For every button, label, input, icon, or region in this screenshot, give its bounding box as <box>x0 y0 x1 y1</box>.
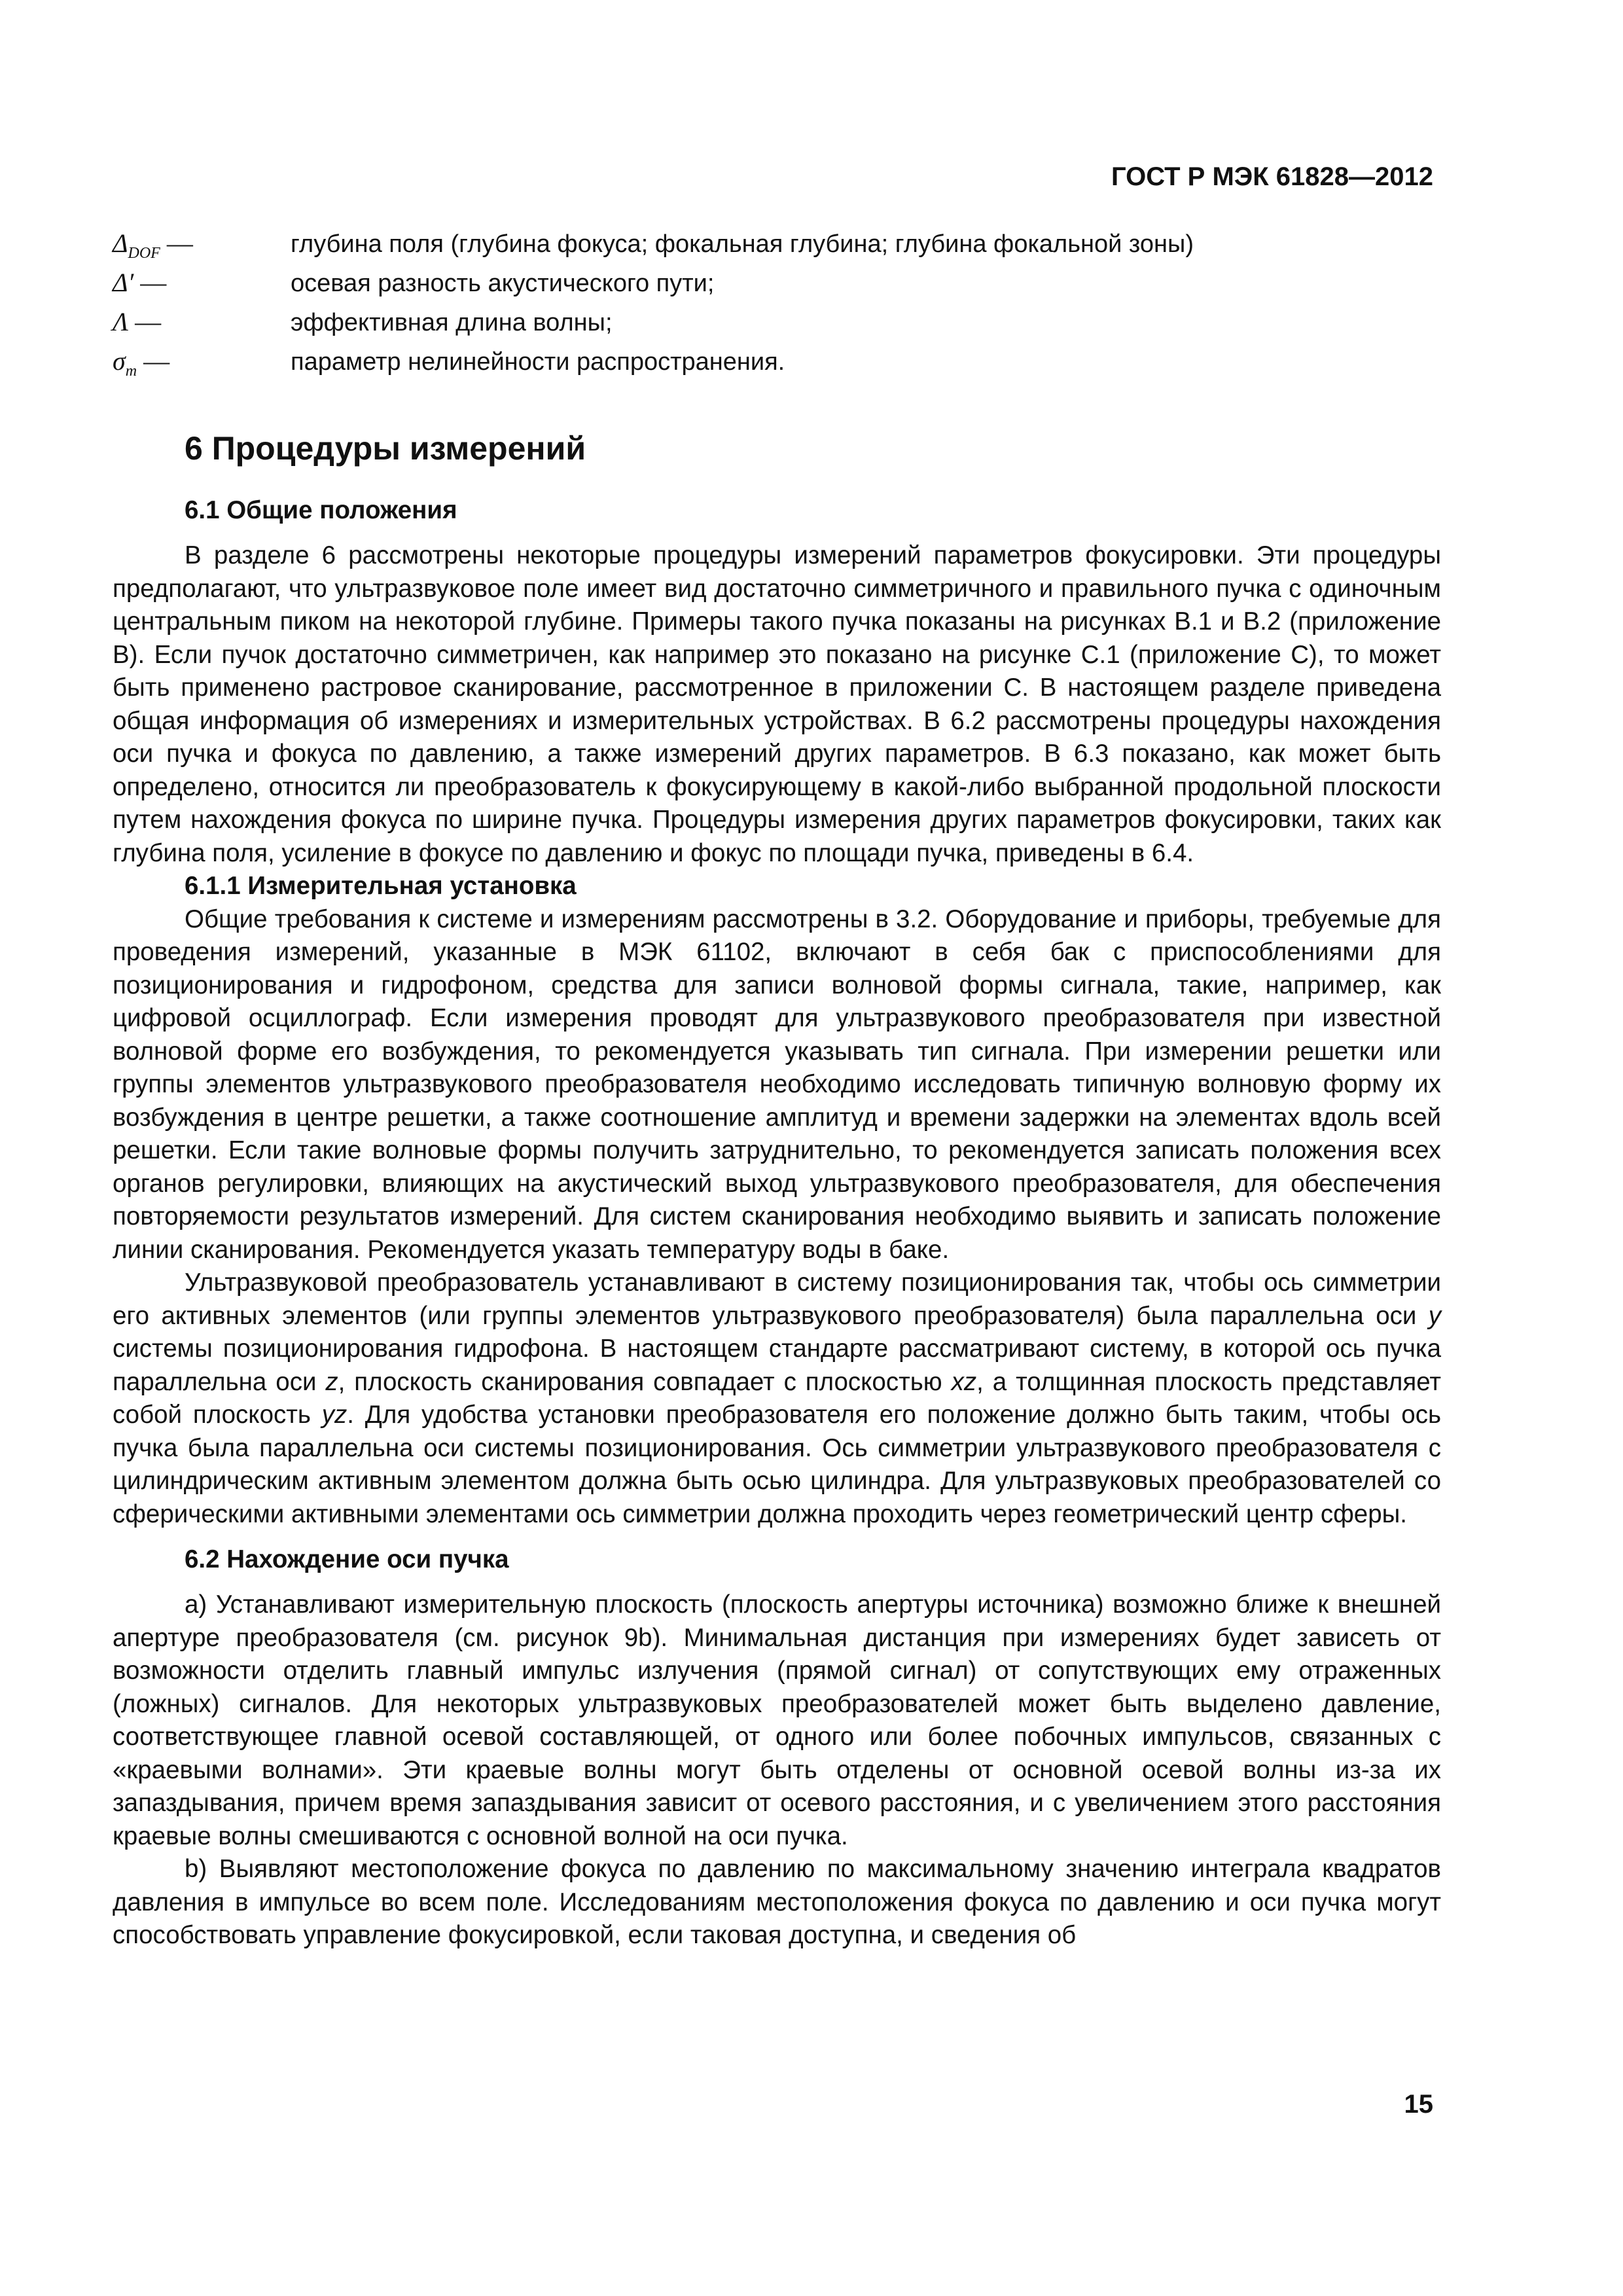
standard-designation: ГОСТ Р МЭК 61828—2012 <box>1111 162 1433 191</box>
symbol-definition: эффективная длина волны; <box>291 309 613 336</box>
paragraph: В разделе 6 рассмотрены некоторые процедуры измерений параметров фокусировки. Эти процедуры предполагают, что ультразвуковое поле имеет вид достаточно симметричного и правильного пучка с одиночным центральным пиком на некоторой глубине. Примеры такого пучка показаны на рисунках В.1 и В.2 (приложение В). Если пучок достаточно симметричен, как например это показано на рисунке С.1 (приложение С), то может быть применено растровое сканирование, рассмотренное в приложении С. В настоящем разделе приведена общая информация об измерениях и измерительных устройствах. В 6.2 рассмотрены процедуры нахождения оси пучка и фокуса по давлению, а также измерений других параметров. В 6.3 показано, как может быть определено, относится ли преобразователь к фокусирующему в какой-либо выбранной продольной плоскости путем нахождения фокуса по ширине пучка. Процедуры измерения других параметров фокусировки, таких как глубина поля, усиление в фокусе по давлению и фокус по площади пучка, приведены в 6.4. <box>113 541 1441 867</box>
symbol-definition: параметр нелинейности распространения. <box>291 348 785 376</box>
symbol-row <box>113 228 1441 267</box>
symbol: $\Delta_{DOF}$ — <box>113 228 193 262</box>
symbol: Δ′ — <box>113 268 167 297</box>
symbol-definition: осевая разность акустического пути; <box>291 270 715 297</box>
page-number: 15 <box>1404 2090 1433 2119</box>
paragraph: b) Выявляют местоположение фокуса по давлению по максимальному значению интеграла квадратов давления в импульсе во всем поле. Исследованиям местоположения фокуса по давлению и оси пучка могут способствовать управление фокусировкой, если таковая доступна, и сведения об <box>113 1855 1441 1949</box>
symbol-definition: глубина поля (глубина фокуса; фокальная глубина; глубина фокальной зоны) <box>291 230 1194 258</box>
symbol-row <box>113 267 1441 306</box>
paragraph: Общие требования к системе и измерениям рассмотрены в 3.2. Оборудование и приборы, требуемые для проведения измерений, указанные в МЭК 61102, включают в себя бак с приспособлениями для позиционирования и гидрофоном, средства для записи волновой формы сигнала, такие, например, как цифровой осциллограф. Если измерения проводят для ультразвукового преобразователя при известной волновой форме его возбуждения, то рекомендуется указывать тип сигнала. При измерении решетки или группы элементов ультразвукового преобразователя необходимо исследовать типичную волновую форму их возбуждения в центре решетки, а также соотношение амплитуд и времени задержки на элементах вдоль всей решетки. Если такие волновые формы получить затруднительно, то рекомендуется записать положения всех органов регулировки, влияющих на акустический выход ультразвукового преобразователя, для обеспечения повторяемости результатов измерений. Для систем сканирования необходимо выявить и записать положение линии сканирования. Рекомендуется указать температуру воды в баке. <box>113 905 1441 1264</box>
paragraph: а) Устанавливают измерительную плоскость (плоскость апертуры источника) возможно ближе к внешней апертуре преобразователя (см. рисунок 9b). Минимальная дистанция при измерениях будет зависеть от возможности отделить главный импульс излучения (прямой сигнал) от сопутствующих ему отраженных (ложных) сигналов. Для некоторых ультразвуковых преобразователей может быть выделено давление, соответствующее главной осевой составляющей, от одного или более побочных импульсов, связанных с «краевыми волнами». Эти краевые волны могут быть отделены от основной осевой волны из-за их запаздывания, причем время запаздывания зависит от осевого расстояния, и с увеличением этого расстояния краевые волны смешиваются с основной волной на оси пучка. <box>113 1590 1441 1850</box>
symbol: $\sigma_m$ — <box>113 346 170 380</box>
symbol-row <box>113 346 1441 385</box>
symbol-list <box>113 228 1441 385</box>
subsection-title: 6.2 Нахождение оси пучка <box>185 1545 509 1573</box>
main-content <box>113 425 1441 1952</box>
symbol-row <box>113 306 1441 346</box>
symbol: Λ — <box>113 307 162 336</box>
paragraph: Ультразвуковой преобразователь устанавливают в систему позиционирования так, чтобы ось симметрии его активных элементов (или группы элементов ультразвукового преобразователя) была параллельна оси y системы позиционирования гидрофона. В настоящем стандарте рассматривают систему, в которой ось пучка параллельна оси z, плоскость сканирования совпадает с плоскостью xz, а толщинная плоскость представляет собой плоскость yz. Для удобства установки преобразователя его положение должно быть таким, чтобы ось пучка была параллельна оси системы позиционирования. Ось симметрии ультразвукового преобразователя с цилиндрическим активным элементом должна быть осью цилиндра. Для ультразвуковых преобразователей со сферическими активными элементами ось симметрии должна проходить через геометрический центр сферы. <box>113 1268 1442 1528</box>
subsection-title: 6.1.1 Измерительная установка <box>185 872 577 900</box>
subsection-title: 6.1 Общие положения <box>185 496 457 524</box>
section-title: 6 Процедуры измерений <box>185 430 586 467</box>
